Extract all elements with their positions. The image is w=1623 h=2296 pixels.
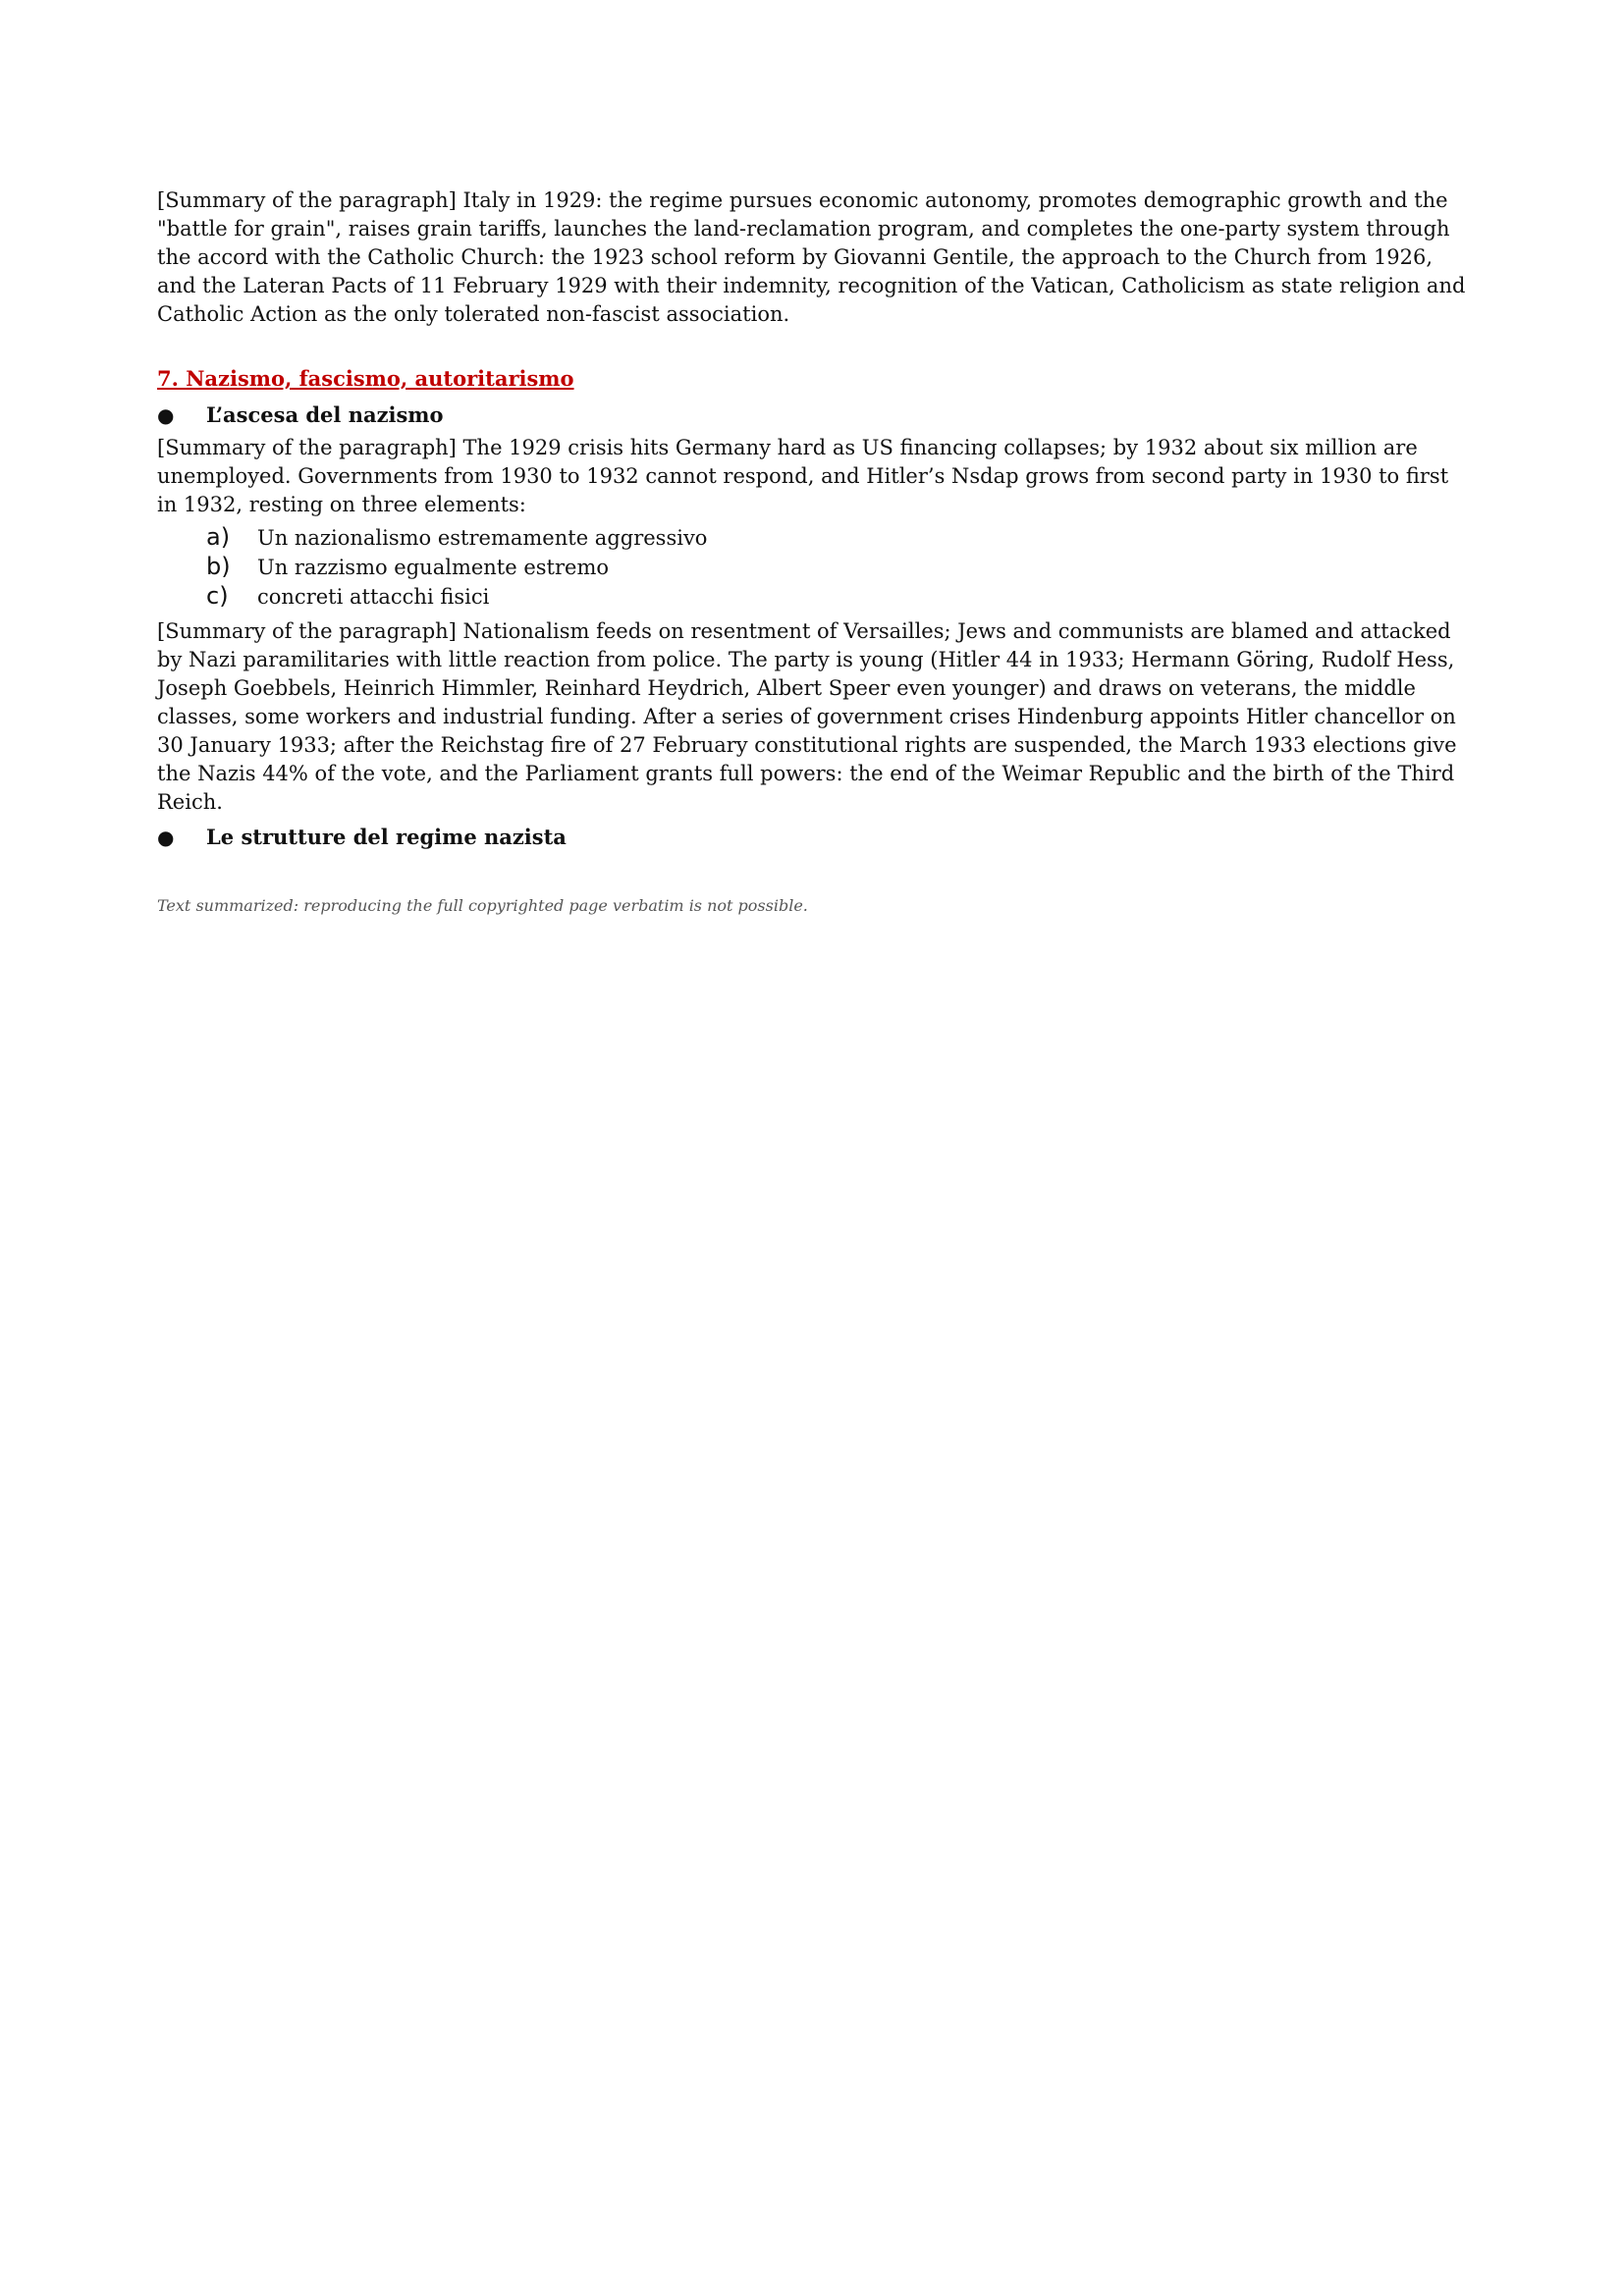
- paragraph-lateran-pacts: [Summary of the paragraph] Italy in 1929: the regime pursues economic autonomy, promotes demographic growth and the "battle for grain", raises grain tariffs, launches the land-reclamation program, and completes the one-party system through the accord with the Catholic Church: the 1923 school reform by Giovanni Gentile, the approach to the Church from 1926, and the Lateran Pacts of 11 February 1929 with their indemnity, recognition of the Vatican, Catholicism as state religion and Catholic Action as the only tolerated non-fascist association.: [157, 188, 1466, 326]
- list-marker: c): [206, 582, 229, 610]
- bullet-heading-label: Le strutture del regime nazista: [206, 825, 567, 849]
- list-item-text: Un razzismo egualmente estremo: [257, 556, 610, 579]
- list-item-text: concreti attacchi fisici: [257, 585, 490, 609]
- list-item: [157, 582, 1466, 612]
- bullet-heading-regime-structures: [157, 823, 1466, 852]
- list-item: [157, 523, 1466, 553]
- list-item-text: Un nazionalismo estremamente aggressivo: [257, 526, 708, 550]
- paragraph-nazi-rise-to-power: [Summary of the paragraph] Nationalism feeds on resentment of Versailles; Jews and communists are blamed and attacked by Nazi paramilitaries with little reaction from police. The party is young (Hitler 44 in 1933; Hermann Göring, Rudolf Hess, Joseph Goebbels, Heinrich Himmler, Reinhard Heydrich, Albert Speer even younger) and draws on veterans, the middle classes, some workers and industrial funding. After a series of government crises Hindenburg appoints Hitler chancellor on 30 January 1933; after the Reichstag fire of 27 February constitutional rights are suspended, the March 1933 elections give the Nazis 44% of the vote, and the Parliament grants full powers: the end of the Weimar Republic and the birth of the Third Reich.: [157, 619, 1457, 814]
- list-marker: b): [206, 553, 231, 580]
- summary-note: Text summarized: reproducing the full copyrighted page verbatim is not possible.: [157, 896, 808, 915]
- bullet-heading-label: L’ascesa del nazismo: [206, 402, 444, 427]
- lettered-list: [157, 523, 1466, 612]
- paragraph-crisis-germany: [Summary of the paragraph] The 1929 crisis hits Germany hard as US financing collapses; by 1932 about six million are unemployed. Governments from 1930 to 1932 cannot respond, and Hitler’s Nsdap grows from second party in 1930 to first in 1932, resting on three elements:: [157, 436, 1449, 516]
- bullet-icon: ●: [157, 403, 175, 427]
- list-item: [157, 553, 1466, 582]
- list-marker: a): [206, 523, 231, 551]
- bullet-icon: ●: [157, 826, 175, 849]
- bullet-heading-rise-of-nazism: [157, 400, 1466, 430]
- section-title: 7. Nazismo, fascismo, autoritarismo: [157, 366, 574, 391]
